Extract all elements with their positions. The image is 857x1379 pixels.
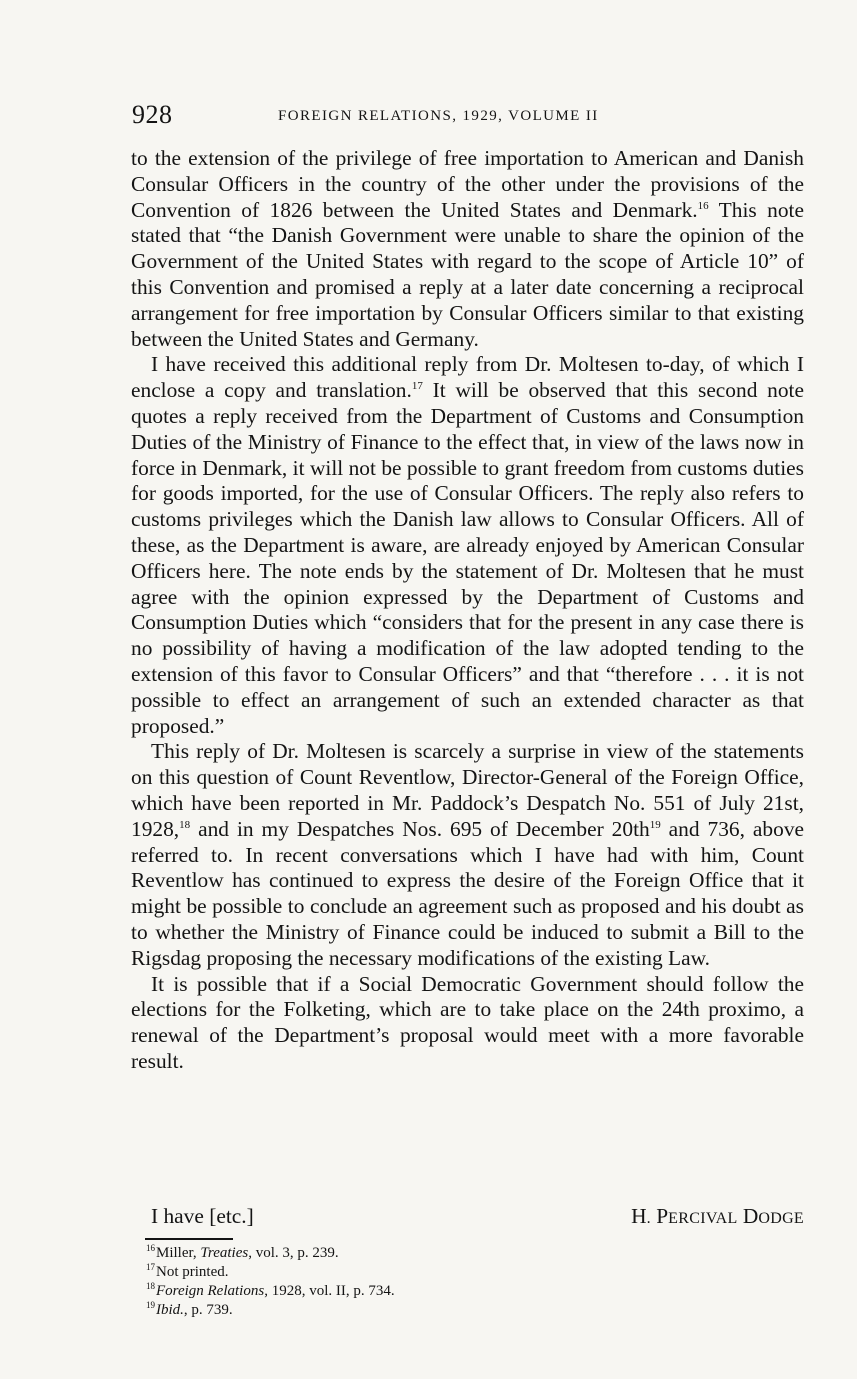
footnote-18 [146, 1282, 786, 1301]
paragraph-1-text-a: to the extension of the privilege of free importation to American and Danish Consular Officers in the country of the other under the provisions of the Convention of 1826 between the United States and Denmark. [131, 146, 804, 222]
footnote-text: , p. 739. [183, 1302, 233, 1318]
paragraph-2-text-a: I have received this additional reply from Dr. Moltesen to-day, of which I enclose a copy and translation. [131, 352, 804, 403]
paragraph-1 [131, 146, 804, 352]
footnote-divider [145, 1238, 233, 1240]
paragraph-3 [131, 739, 804, 971]
body-text [131, 146, 804, 1075]
footnote-ref-18: 18 [179, 818, 191, 831]
salutation: I have [etc.] [151, 1204, 254, 1228]
paragraph-4-text: It is possible that if a Social Democratic Government should follow the elections for the Folketing, which are to take place on the 24th proximo, a renewal of the Department’s proposal would meet with a more favorable result. [131, 971, 804, 1073]
footnote-number: 16 [146, 1243, 155, 1253]
page-number: 928 [132, 100, 173, 129]
footnote-number: 19 [146, 1300, 155, 1310]
footnote-ref-16: 16 [697, 199, 709, 212]
footnote-number: 17 [146, 1262, 155, 1272]
footnote-text: , 1928, vol. II, p. 734. [264, 1283, 395, 1299]
footnote-16 [146, 1244, 786, 1263]
footnote-italic: Foreign Relations [156, 1283, 265, 1299]
paragraph-3-text-c: and 736, above referred to. In recent conversations which I have had with him, Count Reventlow has continued to express the desire of the Foreign Office that it might be possible to conclude an agreement such as proposed and his doubt as to whether the Ministry of Finance could be induced to submit a Bill to the Rigsdag proposing the necessary modifications of the existing Law. [131, 816, 805, 970]
paragraph-2-text-b: It will be observed that this second note quotes a reply received from the Department of Customs and Consumption Duties of the Ministry of Finance to the effect that, in view of the laws now in force in Denmark, it will not be possible to grant freedom from customs duties for goods imported, for the use of Consular Officers. The reply also refers to customs privileges which the Danish law allows to Consular Officers. All of these, as the Department is aware, are already enjoyed by American Consular Officers here. The note ends by the statement of Dr. Moltesen that he must agree with the opinion expressed by the Department of Customs and Consumption Duties which “considers that for the present in any case there is no possibility of having a modification of the law adopted tending to the extension of this favor to Consular Officers” and that “therefore . . . it is not possible to effect an arrangement of such an extended character as that proposed.” [131, 378, 804, 738]
footnote-ref-19: 19 [649, 818, 661, 831]
paragraph-3-text-b: and in my Despatches Nos. 695 of December 20th [190, 816, 650, 841]
footnote-text: Miller, [156, 1245, 201, 1261]
paragraph-3-text-a: This reply of Dr. Moltesen is scarcely a surprise in view of the statements on this question of Count Reventlow, Director-General of the Foreign Office, which have been reported in Mr. Paddock’s Despatch No. 551 of July 21st, 1928, [131, 739, 804, 841]
footnote-italic: Treaties [200, 1245, 249, 1261]
footnote-text: Not printed. [156, 1264, 229, 1280]
footnote-italic: Ibid. [156, 1302, 184, 1318]
page-header [132, 100, 804, 132]
signature: H. PERCIVAL DODGE [631, 1204, 804, 1228]
running-head: FOREIGN RELATIONS, 1929, VOLUME II [278, 108, 599, 124]
letter-closing [131, 1204, 804, 1230]
footnote-19 [146, 1301, 786, 1320]
footnote-17 [146, 1263, 786, 1282]
footnote-number: 18 [146, 1281, 155, 1291]
paragraph-2 [131, 352, 804, 739]
footnote-text: , vol. 3, p. 239. [248, 1245, 339, 1261]
paragraph-1-text-b: This note stated that “the Danish Government were unable to share the opinion of the Government of the United States with regard to the scope of Article 10” of this Convention and promised a reply at a later date concerning a reciprocal arrangement for free importation by Consular Officers similar to that existing between the United States and Germany. [131, 197, 804, 351]
footnotes [146, 1244, 786, 1320]
footnote-ref-17: 17 [411, 380, 423, 393]
paragraph-4 [131, 972, 804, 1075]
